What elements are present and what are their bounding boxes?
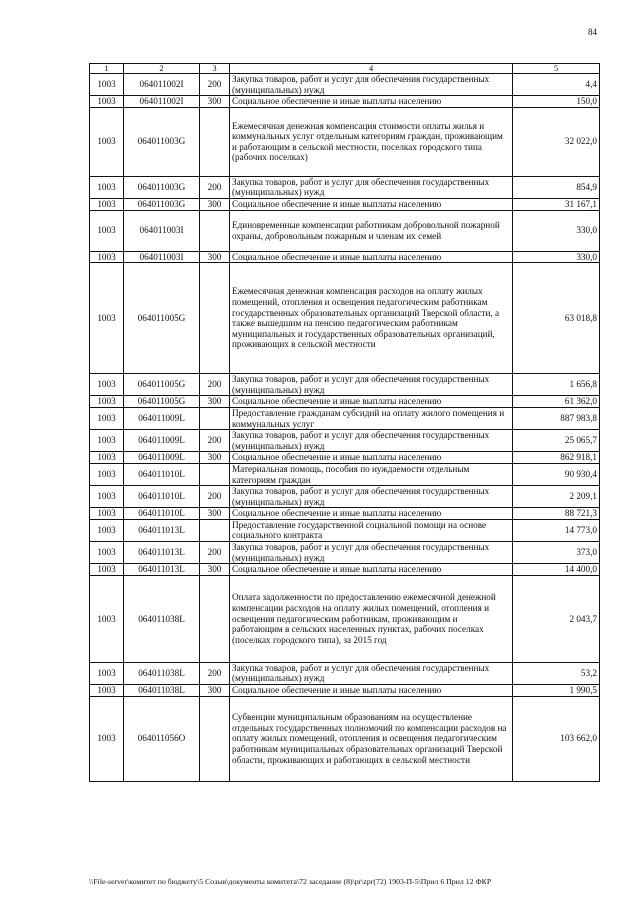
amount-cell: 14 400,0 bbox=[513, 564, 600, 576]
target-code-cell: 064011003G bbox=[124, 198, 200, 210]
expense-type-cell: 300 bbox=[200, 198, 230, 210]
table-row bbox=[90, 407, 600, 429]
amount-cell: 862 918,1 bbox=[513, 452, 600, 464]
expense-type-cell bbox=[200, 107, 230, 176]
target-code-cell: 064011009L bbox=[124, 452, 200, 464]
header-row bbox=[90, 64, 600, 74]
target-code-cell: 064011009L bbox=[124, 430, 200, 452]
amount-cell: 61 362,0 bbox=[513, 396, 600, 408]
target-code-cell: 064011003G bbox=[124, 176, 200, 198]
expense-type-cell: 200 bbox=[200, 74, 230, 96]
header-col-2: 2 bbox=[124, 64, 200, 74]
target-code-cell: 064011005G bbox=[124, 374, 200, 396]
description-cell: Социальное обеспечение и иные выплаты населению bbox=[230, 564, 513, 576]
section-code-cell: 1003 bbox=[90, 685, 124, 697]
table-row bbox=[90, 662, 600, 684]
target-code-cell: 064011005G bbox=[124, 396, 200, 408]
header-col-4: 4 bbox=[230, 64, 513, 74]
amount-cell: 887 983,8 bbox=[513, 407, 600, 429]
expense-type-cell: 200 bbox=[200, 374, 230, 396]
expense-type-cell bbox=[200, 463, 230, 485]
table-row bbox=[90, 176, 600, 198]
expense-type-cell: 200 bbox=[200, 542, 230, 564]
description-cell: Закупка товаров, работ и услуг для обеспечения государственных (муниципальных) нужд bbox=[230, 374, 513, 396]
description-cell: Оплата задолженности по предоставлению ежемесячной денежной компенсации расходов на оплату жилых помещений, отопления и освещения педагогическим работникам, проживающим и работающим в сельских населенных пунктах, рабочих поселках (поселках городского типа), за 2015 год bbox=[230, 575, 513, 662]
amount-cell: 2 209,1 bbox=[513, 486, 600, 508]
page-number: 84 bbox=[588, 27, 597, 37]
section-code-cell: 1003 bbox=[90, 74, 124, 96]
target-code-cell: 064011038L bbox=[124, 685, 200, 697]
section-code-cell: 1003 bbox=[90, 251, 124, 263]
amount-cell: 1 990,5 bbox=[513, 685, 600, 697]
table-row bbox=[90, 486, 600, 508]
table-row bbox=[90, 564, 600, 576]
section-code-cell: 1003 bbox=[90, 662, 124, 684]
amount-cell: 103 662,0 bbox=[513, 696, 600, 781]
target-code-cell: 064011038L bbox=[124, 662, 200, 684]
expense-type-cell bbox=[200, 696, 230, 781]
target-code-cell: 064011003I bbox=[124, 251, 200, 263]
section-code-cell: 1003 bbox=[90, 263, 124, 374]
table-row bbox=[90, 519, 600, 541]
table-row bbox=[90, 107, 600, 176]
table-row bbox=[90, 210, 600, 251]
description-cell: Закупка товаров, работ и услуг для обеспечения государственных (муниципальных) нужд bbox=[230, 74, 513, 96]
amount-cell: 32 022,0 bbox=[513, 107, 600, 176]
expense-type-cell bbox=[200, 575, 230, 662]
description-cell: Закупка товаров, работ и услуг для обеспечения государственных (муниципальных) нужд bbox=[230, 176, 513, 198]
section-code-cell: 1003 bbox=[90, 198, 124, 210]
table-row bbox=[90, 508, 600, 520]
description-cell: Субвенции муниципальным образованиям на осуществление отдельных государственных полномочий по компенсации расходов на оплату жилых помещений, отопления и освещения педагогическим работникам муниципальных образовательных организаций Тверской области, проживающих и работающих в сельской местности bbox=[230, 696, 513, 781]
amount-cell: 1 656,8 bbox=[513, 374, 600, 396]
description-cell: Социальное обеспечение и иные выплаты населению bbox=[230, 508, 513, 520]
description-cell: Социальное обеспечение и иные выплаты населению bbox=[230, 96, 513, 108]
header-col-5: 5 bbox=[513, 64, 600, 74]
description-cell: Социальное обеспечение и иные выплаты населению bbox=[230, 251, 513, 263]
target-code-cell: 064011013L bbox=[124, 542, 200, 564]
amount-cell: 63 018,8 bbox=[513, 263, 600, 374]
target-code-cell: 064011002I bbox=[124, 74, 200, 96]
expense-type-cell: 200 bbox=[200, 486, 230, 508]
amount-cell: 330,0 bbox=[513, 210, 600, 251]
section-code-cell: 1003 bbox=[90, 508, 124, 520]
expense-type-cell: 300 bbox=[200, 508, 230, 520]
amount-cell: 90 930,4 bbox=[513, 463, 600, 485]
section-code-cell: 1003 bbox=[90, 374, 124, 396]
expense-type-cell bbox=[200, 519, 230, 541]
description-cell: Закупка товаров, работ и услуг для обеспечения государственных (муниципальных) нужд bbox=[230, 430, 513, 452]
table-row bbox=[90, 542, 600, 564]
description-cell: Ежемесячная денежная компенсация стоимости оплаты жилья и коммунальных услуг отдельным категориям граждан, проживающим и работающим в сельской местности, поселках городского типа (рабочих поселках) bbox=[230, 107, 513, 176]
section-code-cell: 1003 bbox=[90, 176, 124, 198]
amount-cell: 330,0 bbox=[513, 251, 600, 263]
expense-type-cell: 200 bbox=[200, 662, 230, 684]
amount-cell: 150,0 bbox=[513, 96, 600, 108]
footer-file-path: \\File-server\комитет по бюджету\5 Созыв\документы комитета\72 заседание (8)\pr\zpr(72) 1903-П-5\Прил 6 Прил 12 ФКР bbox=[89, 877, 492, 886]
table-body bbox=[90, 74, 600, 782]
expense-type-cell: 300 bbox=[200, 564, 230, 576]
amount-cell: 25 065,7 bbox=[513, 430, 600, 452]
section-code-cell: 1003 bbox=[90, 575, 124, 662]
header-col-1: 1 bbox=[90, 64, 124, 74]
target-code-cell: 064011002I bbox=[124, 96, 200, 108]
description-cell: Материальная помощь, пособия по нуждаемости отдельным категориям граждан bbox=[230, 463, 513, 485]
table-row bbox=[90, 74, 600, 96]
section-code-cell: 1003 bbox=[90, 696, 124, 781]
target-code-cell: 064011005G bbox=[124, 263, 200, 374]
section-code-cell: 1003 bbox=[90, 430, 124, 452]
section-code-cell: 1003 bbox=[90, 542, 124, 564]
target-code-cell: 064011038L bbox=[124, 575, 200, 662]
section-code-cell: 1003 bbox=[90, 396, 124, 408]
description-cell: Ежемесячная денежная компенсация расходов на оплату жилых помещений, отопления и освещения педагогическим работникам государственных образовательных организаций Тверской области, а также вышедшим на пенсию педагогическим работникам муниципальных и государственных образовательных организаций, проживающих в сельской местности bbox=[230, 263, 513, 374]
target-code-cell: 064011056O bbox=[124, 696, 200, 781]
expense-type-cell bbox=[200, 407, 230, 429]
description-cell: Социальное обеспечение и иные выплаты населению bbox=[230, 685, 513, 697]
table-row bbox=[90, 463, 600, 485]
table-row bbox=[90, 396, 600, 408]
section-code-cell: 1003 bbox=[90, 463, 124, 485]
section-code-cell: 1003 bbox=[90, 564, 124, 576]
expense-type-cell: 300 bbox=[200, 251, 230, 263]
target-code-cell: 064011010L bbox=[124, 463, 200, 485]
expense-type-cell: 300 bbox=[200, 396, 230, 408]
amount-cell: 31 167,1 bbox=[513, 198, 600, 210]
amount-cell: 14 773,0 bbox=[513, 519, 600, 541]
amount-cell: 2 043,7 bbox=[513, 575, 600, 662]
table-row bbox=[90, 251, 600, 263]
budget-table bbox=[89, 63, 600, 782]
expense-type-cell bbox=[200, 263, 230, 374]
section-code-cell: 1003 bbox=[90, 407, 124, 429]
expense-type-cell bbox=[200, 210, 230, 251]
section-code-cell: 1003 bbox=[90, 519, 124, 541]
section-code-cell: 1003 bbox=[90, 486, 124, 508]
expense-type-cell: 300 bbox=[200, 452, 230, 464]
expense-type-cell: 300 bbox=[200, 96, 230, 108]
description-cell: Социальное обеспечение и иные выплаты населению bbox=[230, 198, 513, 210]
table-row bbox=[90, 96, 600, 108]
table-row bbox=[90, 696, 600, 781]
description-cell: Закупка товаров, работ и услуг для обеспечения государственных (муниципальных) нужд bbox=[230, 542, 513, 564]
target-code-cell: 064011013L bbox=[124, 519, 200, 541]
description-cell: Предоставление гражданам субсидий на оплату жилого помещения и коммунальных услуг bbox=[230, 407, 513, 429]
table-row bbox=[90, 263, 600, 374]
target-code-cell: 064011010L bbox=[124, 508, 200, 520]
description-cell: Предоставление государственной социальной помощи на основе социального контракта bbox=[230, 519, 513, 541]
section-code-cell: 1003 bbox=[90, 210, 124, 251]
amount-cell: 854,9 bbox=[513, 176, 600, 198]
description-cell: Единовременные компенсации работникам добровольной пожарной охраны, добровольным пожарным и членам их семей bbox=[230, 210, 513, 251]
target-code-cell: 064011003I bbox=[124, 210, 200, 251]
table-row bbox=[90, 452, 600, 464]
header-col-3: 3 bbox=[200, 64, 230, 74]
description-cell: Закупка товаров, работ и услуг для обеспечения государственных (муниципальных) нужд bbox=[230, 486, 513, 508]
table-row bbox=[90, 430, 600, 452]
description-cell: Социальное обеспечение и иные выплаты населению bbox=[230, 452, 513, 464]
amount-cell: 88 721,3 bbox=[513, 508, 600, 520]
target-code-cell: 064011013L bbox=[124, 564, 200, 576]
amount-cell: 4,4 bbox=[513, 74, 600, 96]
target-code-cell: 064011010L bbox=[124, 486, 200, 508]
section-code-cell: 1003 bbox=[90, 452, 124, 464]
description-cell: Социальное обеспечение и иные выплаты населению bbox=[230, 396, 513, 408]
expense-type-cell: 300 bbox=[200, 685, 230, 697]
target-code-cell: 064011009L bbox=[124, 407, 200, 429]
table-row bbox=[90, 198, 600, 210]
description-cell: Закупка товаров, работ и услуг для обеспечения государственных (муниципальных) нужд bbox=[230, 662, 513, 684]
table-row bbox=[90, 575, 600, 662]
section-code-cell: 1003 bbox=[90, 96, 124, 108]
section-code-cell: 1003 bbox=[90, 107, 124, 176]
amount-cell: 53,2 bbox=[513, 662, 600, 684]
table-row bbox=[90, 685, 600, 697]
target-code-cell: 064011003G bbox=[124, 107, 200, 176]
expense-type-cell: 200 bbox=[200, 176, 230, 198]
amount-cell: 373,0 bbox=[513, 542, 600, 564]
expense-type-cell: 200 bbox=[200, 430, 230, 452]
table-row bbox=[90, 374, 600, 396]
